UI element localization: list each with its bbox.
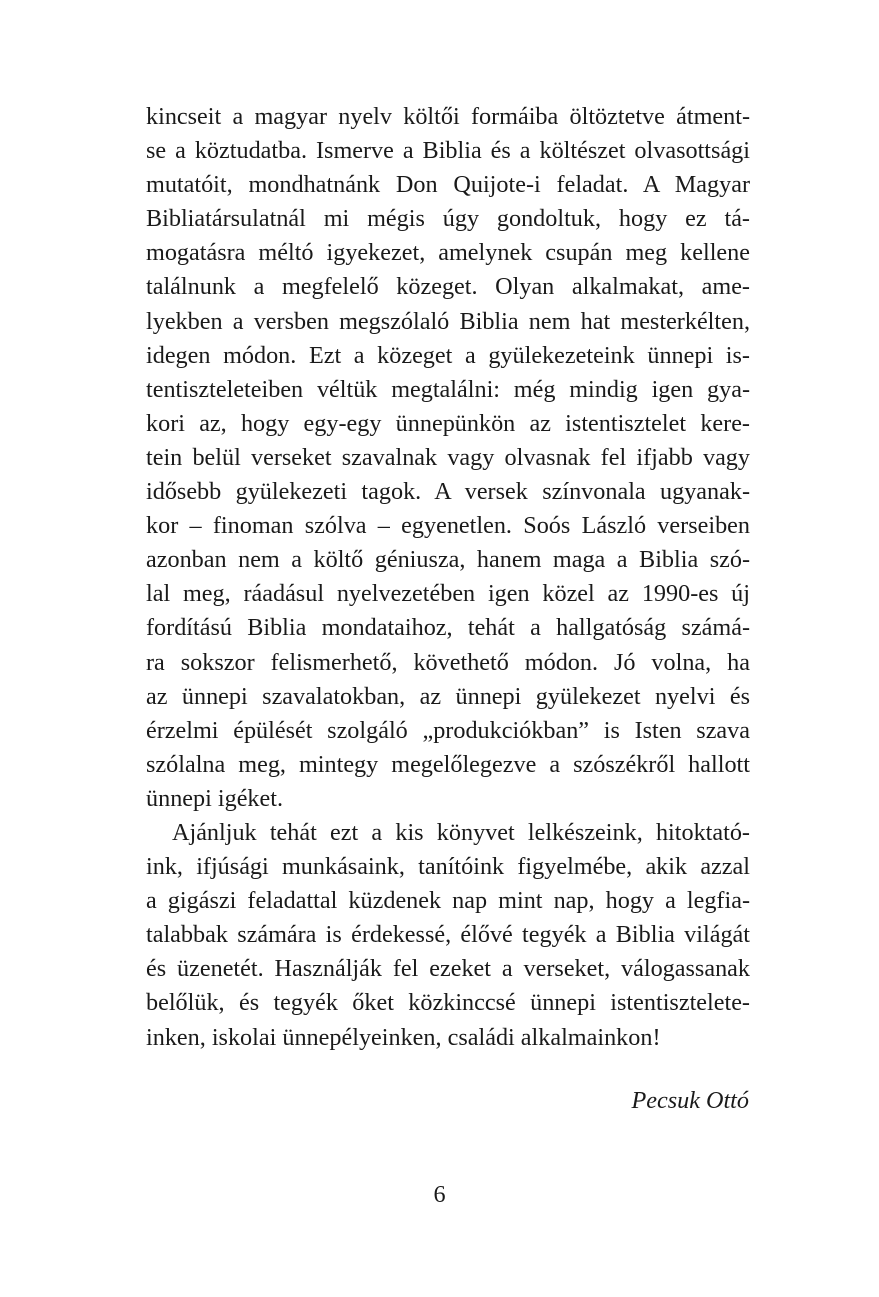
text-line: kori az, hogy egy-egy ünnepünkön az istentisztelet kere- bbox=[146, 409, 750, 437]
page-number: 6 bbox=[433, 1181, 446, 1208]
text-line: talabbak számára is érdekessé, élővé tegyék a Biblia világát bbox=[146, 921, 750, 949]
text-line: szólalna meg, mintegy megelőlegezve a szószékről hallott bbox=[146, 750, 750, 778]
paragraph-1 bbox=[146, 100, 750, 816]
text-line: idegen módon. Ezt a közeget a gyülekezeteink ünnepi is- bbox=[146, 341, 750, 369]
text-line: inken, iskolai ünnepélyeinken, családi alkalmainkon! bbox=[146, 1023, 661, 1051]
text-line: lal meg, ráadásul nyelvezetében igen közel az 1990-es új bbox=[146, 580, 750, 608]
text-line: az ünnepi szavalatokban, az ünnepi gyülekezet nyelvi és bbox=[146, 682, 750, 710]
text-line: kor – finoman szólva – egyenetlen. Soós László verseiben bbox=[146, 512, 750, 540]
text-line: a gigászi feladattal küzdenek nap mint nap, hogy a legfia- bbox=[146, 887, 750, 915]
text-line: lyekben a versben megszólaló Biblia nem hat mesterkélten, bbox=[146, 307, 750, 335]
text-line: érzelmi épülését szolgáló „produkciókban” is Isten szava bbox=[146, 716, 750, 744]
text-line: Ajánljuk tehát ezt a kis könyvet lelkészeink, hitoktató- bbox=[172, 818, 750, 846]
text-line: és üzenetét. Használják fel ezeket a verseket, válogassanak bbox=[146, 955, 750, 983]
text-line: belőlük, és tegyék őket közkinccsé ünnepi istentisztelete- bbox=[146, 989, 750, 1017]
body-text bbox=[146, 100, 750, 1055]
text-line: fordítású Biblia mondataihoz, tehát a hallgatóság számá- bbox=[146, 614, 750, 642]
text-line: tentiszteleteiben véltük megtalálni: még mindig igen gya- bbox=[146, 375, 750, 403]
text-line: mogatásra méltó igyekezet, amelynek csupán meg kellene bbox=[146, 239, 750, 267]
text-line: tein belül verseket szavalnak vagy olvasnak fel ifjabb vagy bbox=[146, 443, 750, 471]
text-line: Bibliatársulatnál mi mégis úgy gondoltuk, hogy ez tá- bbox=[146, 205, 750, 233]
text-line: idősebb gyülekezeti tagok. A versek színvonala ugyanak- bbox=[146, 478, 750, 506]
text-line: azonban nem a költő géniusza, hanem maga a Biblia szó- bbox=[146, 546, 750, 574]
text-line: ink, ifjúsági munkásaink, tanítóink figyelmébe, akik azzal bbox=[146, 853, 750, 881]
text-line: kincseit a magyar nyelv költői formáiba öltöztetve átment- bbox=[146, 103, 750, 130]
text-line: találnunk a megfelelő közeget. Olyan alkalmakat, ame- bbox=[146, 273, 750, 301]
text-line: ünnepi igéket. bbox=[146, 784, 284, 812]
text-line: se a köztudatba. Ismerve a Biblia és a költészet olvasottsági bbox=[146, 137, 750, 165]
text-line: mutatóit, mondhatnánk Don Quijote-i feladat. A Magyar bbox=[146, 171, 750, 199]
paragraph-2 bbox=[146, 816, 750, 1055]
text-line: ra sokszor felismerhető, követhető módon. Jó volna, ha bbox=[146, 648, 750, 676]
author-signature: Pecsuk Ottó bbox=[631, 1087, 749, 1114]
